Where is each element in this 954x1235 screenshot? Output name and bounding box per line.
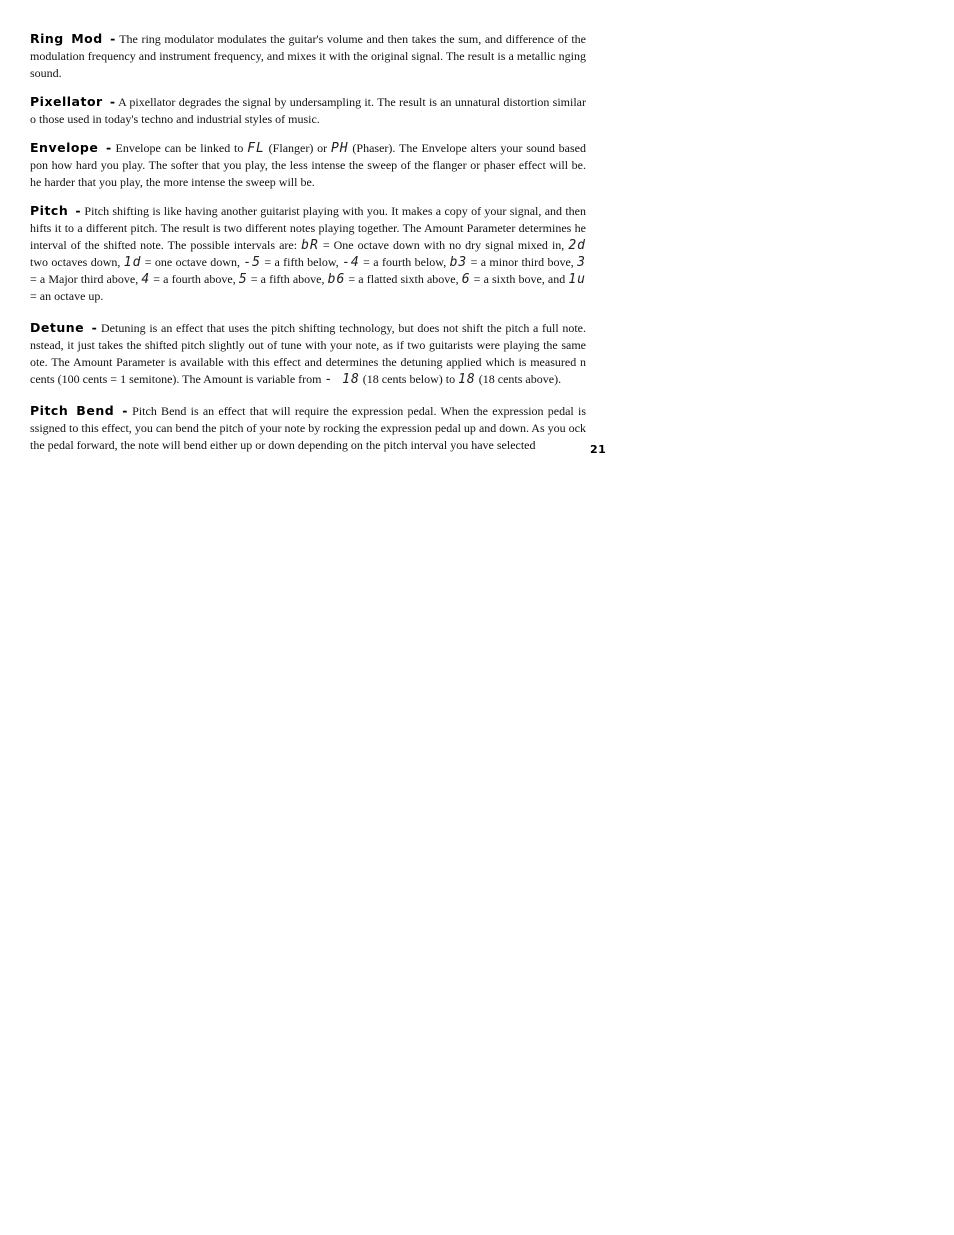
body-text: = a flatted sixth above, — [345, 272, 462, 286]
lcd-code-br: bR — [301, 238, 319, 253]
body-text: (Flanger) or — [264, 141, 331, 155]
body-text: Pitch shifting is like having another guitarist playing with you. It makes a copy of your signal, and then hifts it to a different pitch. The result is two different notes playing together. The Amount Parameter determines he interval of the shifted note. The possible intervals are: — [30, 204, 586, 252]
lcd-code-minus4: -4 — [342, 255, 360, 270]
lcd-code-5: 5 — [238, 272, 248, 287]
body-text: = a minor third bove, — [467, 255, 578, 269]
body-text: Pitch Bend is an effect that will require the expression pedal. When the expression pedal is ssigned to this effect, you can bend the pitch of your note by rocking the expression pedal up and down. As you ock the pedal forward, the note will bend either up or down depending on the pitch interval you have selected — [30, 404, 586, 452]
body-text: (18 cents above). — [475, 372, 562, 386]
heading-envelope: Envelope - — [30, 140, 112, 155]
section-envelope — [30, 139, 586, 191]
body-text: (18 cents below) to — [359, 372, 459, 386]
heading-pitch: Pitch - — [30, 203, 82, 218]
lcd-code-minus18: - 18 — [324, 372, 360, 387]
body-text: Detuning is an effect that uses the pitch shifting technology, but does not shift the pitch a full note. nstead, it just takes the shifted pitch slightly out of tune with your note, as if two guitarists were playing the same ote. The Amount Parameter is available with this effect and determines the detuning applied which is measured n cents (100 cents = 1 semitone). The Amount is variable from — [30, 321, 586, 386]
lcd-code-minus5: -5 — [243, 255, 261, 270]
lcd-code-ph: PH — [330, 141, 349, 156]
body-text: The ring modulator modulates the guitar's volume and then takes the sum, and difference of the modulation frequency and instrument frequency, and mixes it with the original signal. The result is a metallic nging sound. — [30, 32, 587, 80]
manual-page — [30, 30, 586, 468]
heading-detune: Detune - — [30, 320, 98, 335]
body-text: = a fifth below, — [260, 255, 343, 269]
body-text: = a sixth bove, and — [470, 272, 569, 286]
body-text: = an octave up. — [30, 289, 104, 303]
lcd-code-b3: b3 — [449, 255, 468, 270]
body-text: = one octave down, — [141, 255, 244, 269]
section-pitch — [30, 202, 586, 305]
lcd-code-1u: 1u — [568, 272, 587, 287]
lcd-code-6: 6 — [461, 272, 471, 287]
section-pixellator — [30, 93, 586, 128]
section-ring-mod — [30, 30, 586, 82]
lcd-code-2d: 2d — [568, 238, 587, 253]
body-text: = a fifth above, — [247, 272, 328, 286]
heading-pitch-bend: Pitch Bend - — [30, 403, 128, 418]
body-text: = a fourth above, — [150, 272, 239, 286]
body-text: = a Major third above, — [30, 272, 142, 286]
section-pitch-bend — [30, 402, 586, 454]
lcd-code-4: 4 — [141, 272, 151, 287]
lcd-code-3: 3 — [577, 255, 586, 270]
lcd-code-b6: b6 — [327, 272, 346, 287]
body-text: = One octave down with no dry signal mixed in, — [318, 238, 569, 252]
body-text: Envelope can be linked to — [111, 141, 248, 155]
body-text: two octaves down, — [30, 255, 124, 269]
body-text: = a fourth below, — [359, 255, 450, 269]
body-text: A pixellator degrades the signal by undersampling it. The result is an unnatural distortion similar o those used in today's techno and industrial styles of music. — [30, 95, 587, 126]
lcd-code-1d: 1d — [123, 255, 142, 270]
lcd-code-fl: FL — [247, 141, 265, 156]
lcd-code-18: 18 — [458, 372, 476, 387]
page-number: 21 — [590, 443, 607, 456]
body-text: (Phaser). The Envelope alters your sound based pon how hard you play. The softer that you play, the less intense the sweep of the flanger or phaser effect will be. he harder that you play, the more intense the sweep will be. — [30, 141, 586, 189]
section-detune — [30, 319, 586, 388]
heading-ring-mod: Ring Mod - — [30, 31, 116, 46]
heading-pixellator: Pixellator - — [30, 94, 116, 109]
